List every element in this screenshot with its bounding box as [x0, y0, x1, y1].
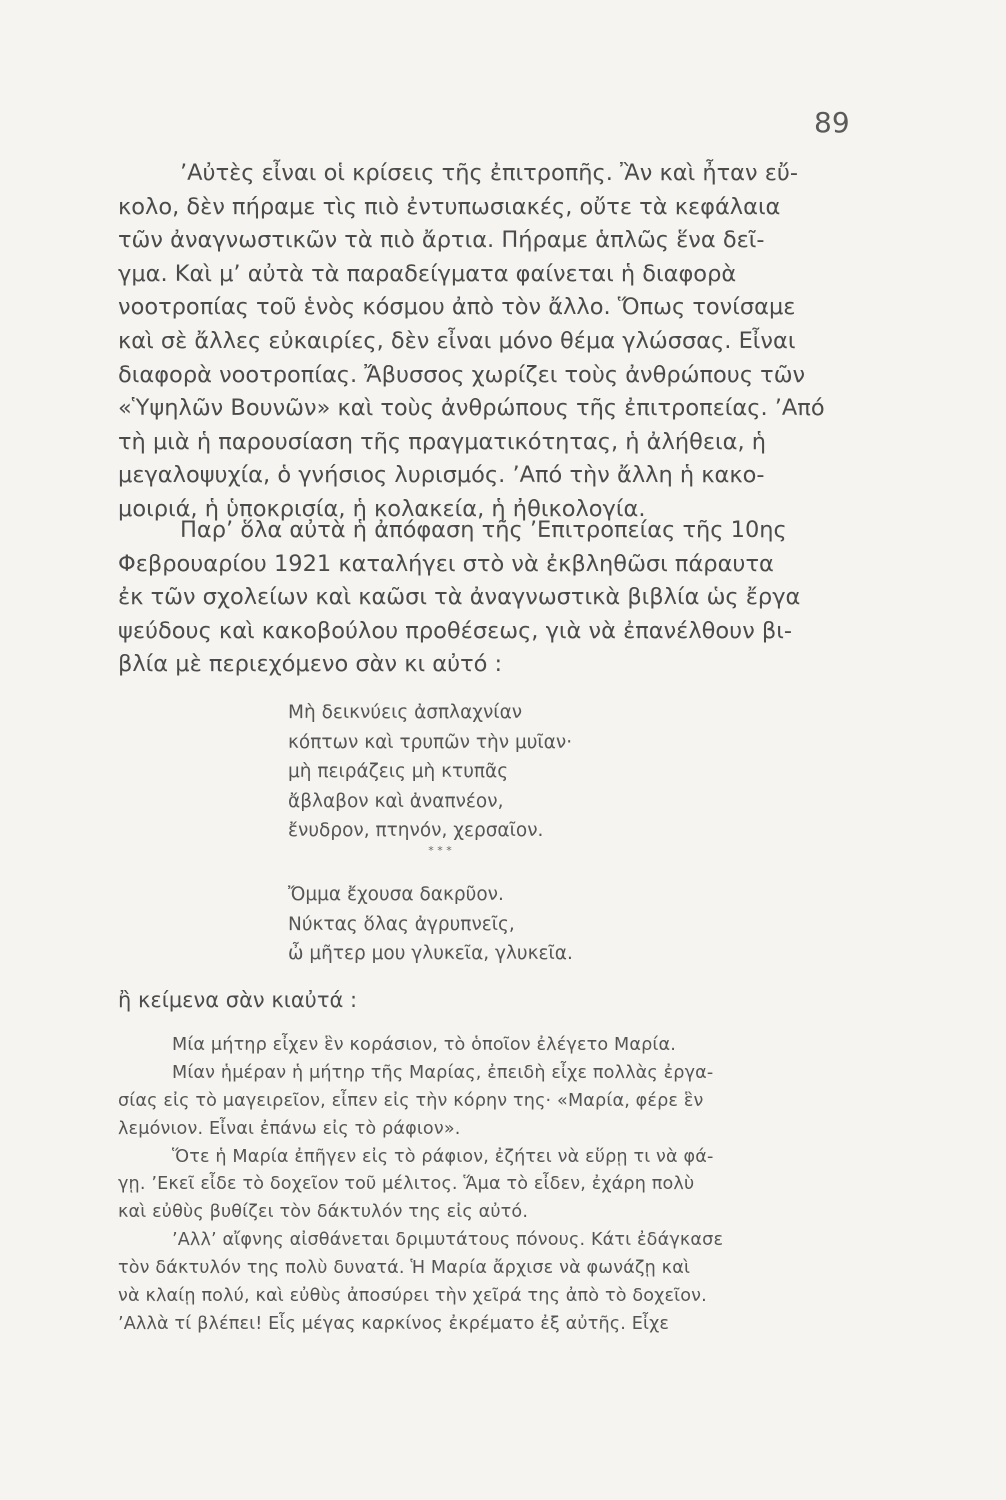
paragraph-2 [118, 514, 850, 682]
poem-line: ἔνυδρον, πτηνόν, χερσαῖον. [288, 820, 544, 841]
text-line: κολο, δὲν πήραμε τὶς πιὸ ἐντυπωσιακές, οὔτε τὰ κεφάλαια [118, 193, 781, 220]
poem-line: ὦ μῆτερ μου γλυκεῖα, γλυκεῖα. [288, 943, 573, 964]
text-line: καὶ σὲ ἄλλες εὐκαιρίες, δὲν εἶναι μόνο θέμα γλώσσας. Εἶναι [118, 327, 796, 354]
text-line: διαφορὰ νοοτροπίας. Ἄβυσσος χωρίζει τοὺς ἀνθρώπους τῶν [118, 361, 806, 388]
poem-excerpt-2 [288, 880, 573, 969]
text-line: γμα. Καὶ μ’ αὐτὰ τὰ παραδείγματα φαίνεται ἡ διαφορὰ [118, 260, 737, 287]
text-line: τῶν ἀναγνωστικῶν τὰ πιὸ ἄρτια. Πήραμε ἁπλῶς ἕνα δεῖ- [118, 227, 765, 254]
poem-line: Νύκτας ὅλας ἀγρυπνεῖς, [288, 913, 515, 935]
story-line: Μία μήτηρ εἶχεν ἓν κοράσιον, τὸ ὁποῖον ἐλέγετο Μαρία. [172, 1035, 676, 1055]
text-line: «Ὑψηλῶν Βουνῶν» καὶ τοὺς ἀνθρώπους τῆς ἐπιτροπείας. ’Από [118, 395, 825, 422]
paragraph-1 [118, 157, 850, 527]
lead-in-text: ἢ κείμενα σὰν κιαὐτά : [118, 988, 358, 1012]
story-line: τὸν δάκτυλόν της πολὺ δυνατά. Ἡ Μαρία ἄρχισε νὰ φωνάζῃ καὶ [118, 1258, 691, 1279]
story-line: νὰ κλαίῃ πολύ, καὶ εὐθὺς ἀποσύρει τὴν χεῖρά της ἀπὸ τὸ δοχεῖον. [118, 1286, 707, 1307]
story-line: ’Αλλ’ αἴφνης αἰσθάνεται δριμυτάτους πόνους. Κάτι ἐδάγκασε [172, 1230, 724, 1251]
poem-line: μὴ πειράζεις μὴ κτυπᾶς [288, 761, 509, 782]
poem-line: Μὴ δεικνύεις ἀσπλαχνίαν [288, 702, 523, 723]
poem-excerpt-1 [288, 698, 572, 846]
story-line: σίας εἰς τὸ μαγειρεῖον, εἶπεν εἰς τὴν κόρην της· «Μαρία, φέρε ἓν [118, 1090, 704, 1111]
text-line: νοοτροπίας τοῦ ἑνὸς κόσμου ἀπὸ τὸν ἄλλο. Ὅπως τονίσαμε [118, 294, 796, 321]
text-line: ’Αὐτὲς εἶναι οἱ κρίσεις τῆς ἐπιτροπῆς. Ἂν καὶ ἦταν εὔ- [180, 160, 799, 186]
text-line: βλία μὲ περιεχόμενο σὰν κι αὐτό : [118, 651, 503, 678]
poem-line: ἄβλαβον καὶ ἀναπνέον, [288, 790, 504, 812]
text-line: μεγαλοψυχία, ὁ γνήσιος λυρισμός. ’Από τὴν ἄλλη ἡ κακο- [118, 462, 765, 489]
poem-line: κόπτων καὶ τρυπῶν τὴν μυῖαν· [288, 731, 573, 753]
text-line: Παρ’ ὅλα αὐτὰ ἡ ἀπόφαση τῆς ’Επιτροπείας τῆς 10ης [180, 517, 787, 543]
text-line: ἐκ τῶν σχολείων καὶ καῶσι τὰ ἀναγνωστικὰ βιβλία ὡς ἔργα [118, 584, 801, 611]
story-line: καὶ εὐθὺς βυθίζει τὸν δάκτυλόν της εἰς αὐτό. [118, 1202, 529, 1223]
story-line: Ὅτε ἡ Μαρία ἐπῆγεν εἰς τὸ ράφιον, ἐζήτει νὰ εὕρῃ τι νὰ φά- [172, 1146, 714, 1167]
story-line: γῃ. ’Εκεῖ εἶδε τὸ δοχεῖον τοῦ μέλιτος. Ἅμα τὸ εἶδεν, ἐχάρη πολὺ [118, 1174, 695, 1195]
story-line: λεμόνιον. Εἶναι ἐπάνω εἰς τὸ ράφιον». [118, 1118, 461, 1139]
story-line: ’Αλλὰ τί βλέπει! Εἷς μέγας καρκίνος ἐκρέματο ἐξ αὐτῆς. Εἶχε [118, 1313, 670, 1334]
text-line: τὴ μιὰ ἡ παρουσίαση τῆς πραγματικότητας, ἡ ἀλήθεια, ἡ [118, 428, 767, 455]
text-line: μοιριά, ἡ ὑποκρισία, ἡ κολακεία, ἡ ἠθικολογία. [118, 495, 646, 522]
page-number: 89 [814, 106, 850, 139]
poem-line: Ὄμμα ἔχουσα δακρῦον. [288, 884, 504, 905]
text-line: ψεύδους καὶ κακοβούλου προθέσεως, γιὰ νὰ ἐπανέλθουν βι- [118, 617, 793, 644]
text-line: Φεβρουαρίου 1921 καταλήγει στὸ νὰ ἐκβληθῶσι πάραυτα [118, 550, 774, 577]
asterism-separator: * * * [428, 844, 452, 857]
story-line: Μίαν ἡμέραν ἡ μήτηρ τῆς Μαρίας, ἐπειδὴ εἶχε πολλὰς ἐργα- [172, 1062, 714, 1083]
story-excerpt [118, 1032, 840, 1339]
